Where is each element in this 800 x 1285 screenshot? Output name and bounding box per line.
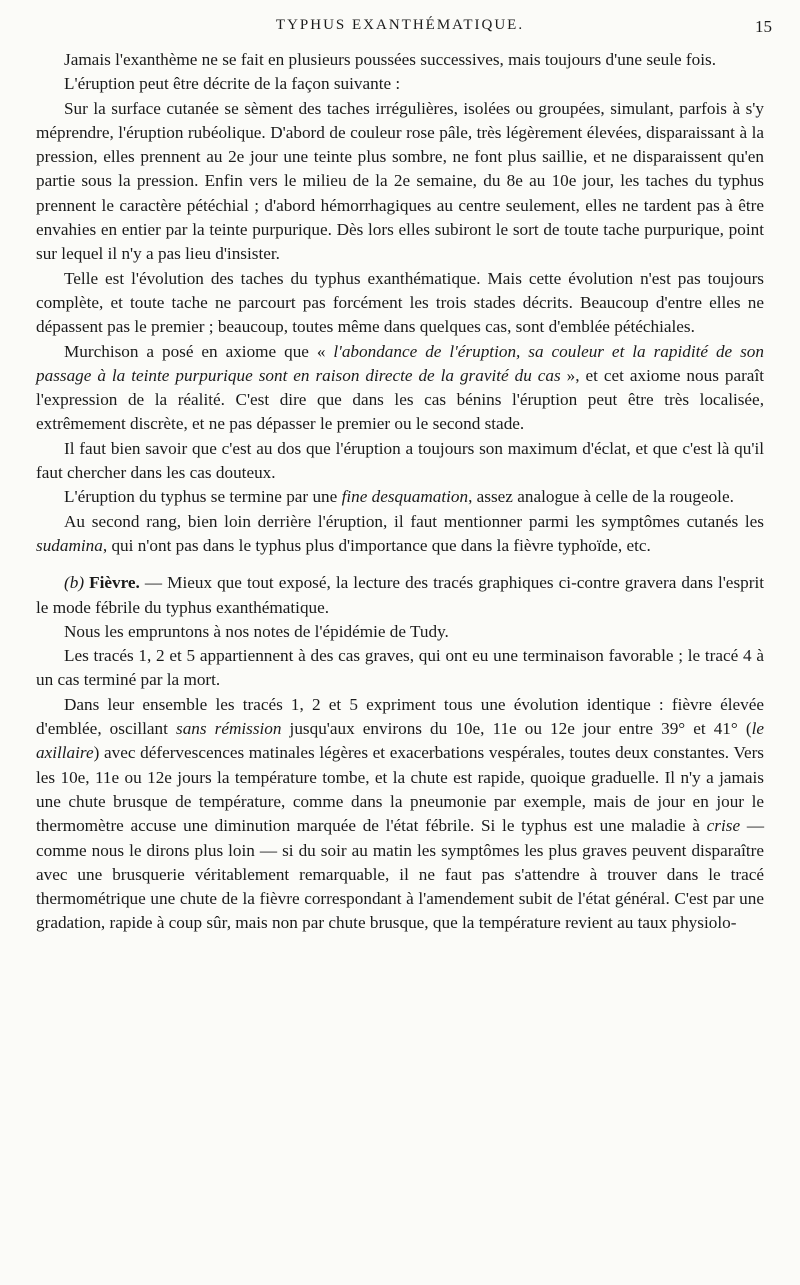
paragraph: Telle est l'évolution des taches du typhus exanthématique. Mais cette évolution n'est pas toujours complète, et toute tache ne parcourt pas forcément les trois stades décrits. Beaucoup d'entre elles ne dépassent pas le premier ; beaucoup, toutes même dans quelques cas, sont d'emblée pétéchiales. xyxy=(36,268,764,337)
text-run: , assez analogue à celle de la rougeole. xyxy=(468,487,734,507)
text-run: — Mieux que tout exposé, la lecture des tracés graphiques ci-contre gravera dans l'esprit le mode fébrile du typhus exanthématique. xyxy=(36,573,764,617)
text-run: », et cet axiome nous paraît l'expression de la réalité. C'est dire que dans les cas bénins l'éruption peut être très localisée, extrêmement discrète, et ne pas dépasser le premier ou le second stade. xyxy=(36,365,764,434)
running-title: TYPHUS EXANTHÉMATIQUE. xyxy=(275,17,525,33)
italic-term: fine desquamation xyxy=(341,487,469,507)
paragraph xyxy=(36,485,764,509)
italic-term: le axillaire xyxy=(36,719,764,763)
section-label: (b) xyxy=(64,573,85,593)
paragraph: Les tracés 1, 2 et 5 appartiennent à des cas graves, qui ont eu une terminaison favorable ; le tracé 4 à un cas terminé par la mort. xyxy=(36,646,764,690)
text-run: L'éruption du typhus se termine par une xyxy=(64,487,342,507)
page-number: 15 xyxy=(755,17,772,36)
text-run: Dans leur ensemble les tracés 1, 2 et 5 expriment tous une évolution identique : fièvre élevée d'emblée, oscillant xyxy=(36,694,764,739)
running-head xyxy=(0,17,800,39)
paragraph xyxy=(36,340,764,437)
italic-term: sudamina xyxy=(36,535,103,555)
italic-quote: l'abondance de l'éruption, sa couleur et la rapidité de son passage à la teinte purpurique sont en raison directe de la gravité du cas xyxy=(36,341,764,385)
text-run: Murchison a posé en axiome que « xyxy=(64,341,334,361)
text-run: jusqu'aux environs du 10e, 11e ou 12e jour entre 39° et 41° ( xyxy=(281,719,752,739)
text-run: , qui n'ont pas dans le typhus plus d'importance que dans la fièvre typhoïde, etc. xyxy=(102,535,651,555)
section-heading: Fièvre. xyxy=(89,573,140,593)
text-run: Au second rang, bien loin derrière l'éruption, il faut mentionner parmi les symptômes cutanés les xyxy=(64,511,764,531)
text-run: — comme nous le dirons plus loin — si du soir au matin les symptômes les plus graves peuvent disparaître avec une brusquerie véritablement remarquable, il ne faut pas s'attendre à trouver dans le tracé thermométrique une chute de la fièvre correspondant à l'amendement subit de l'état général. C'est par une gradation, rapide à coup sûr, mais non par chute brusque, que la température revient au taux physiolo- xyxy=(36,816,765,933)
paragraph xyxy=(36,510,764,559)
italic-term: sans rémission xyxy=(176,719,282,739)
text-run: ) avec défervescences matinales légères et exacerbations vespérales, toutes deux constantes. Vers les 10e, 11e ou 12e jours la température tombe, et la chute est rapide, quoique graduelle. Il n'y a jamais une chute brusque de température, comme dans la pneumonie par exemple, mais de jour en jour le thermomètre accuse une diminution marquée de l'état fébrile. Si le typhus est une maladie à xyxy=(36,743,764,836)
body-text xyxy=(36,48,764,936)
paragraph: Nous les empruntons à nos notes de l'épidémie de Tudy. xyxy=(64,621,449,641)
paragraph: Jamais l'exanthème ne se fait en plusieurs poussées successives, mais toujours d'une seule fois. xyxy=(64,50,717,69)
paragraph: Sur la surface cutanée se sèment des taches irrégulières, isolées ou groupées, simulant, parfois à s'y méprendre, l'éruption rubéolique. D'abord de couleur rose pâle, très légèrement élevées, disparaissant à la pression, elles prennent au 2e jour une teinte plus sombre, ne font plus saillie, et ne disparaissent qu'en partie sous la pression. Enfin vers le milieu de la 2e semaine, du 8e au 10e jour, les taches du typhus prennent le caractère pétéchial ; d'abord hémorrhagiques au centre seulement, elles ne tardent pas à être envahies en entier par la teinte purpurique. Dès lors elles subiront le sort de toute tache purpurique, point sur lequel il n'y a pas lieu d'insister. xyxy=(36,98,764,264)
italic-term: crise xyxy=(706,816,741,836)
paragraph: L'éruption peut être décrite de la façon suivante : xyxy=(64,74,401,94)
paragraph: Il faut bien savoir que c'est au dos que l'éruption a toujours son maximum d'éclat, et que c'est là qu'il faut chercher dans les cas douteux. xyxy=(36,438,764,483)
section-paragraph-fever xyxy=(36,571,764,620)
paragraph xyxy=(36,693,764,936)
